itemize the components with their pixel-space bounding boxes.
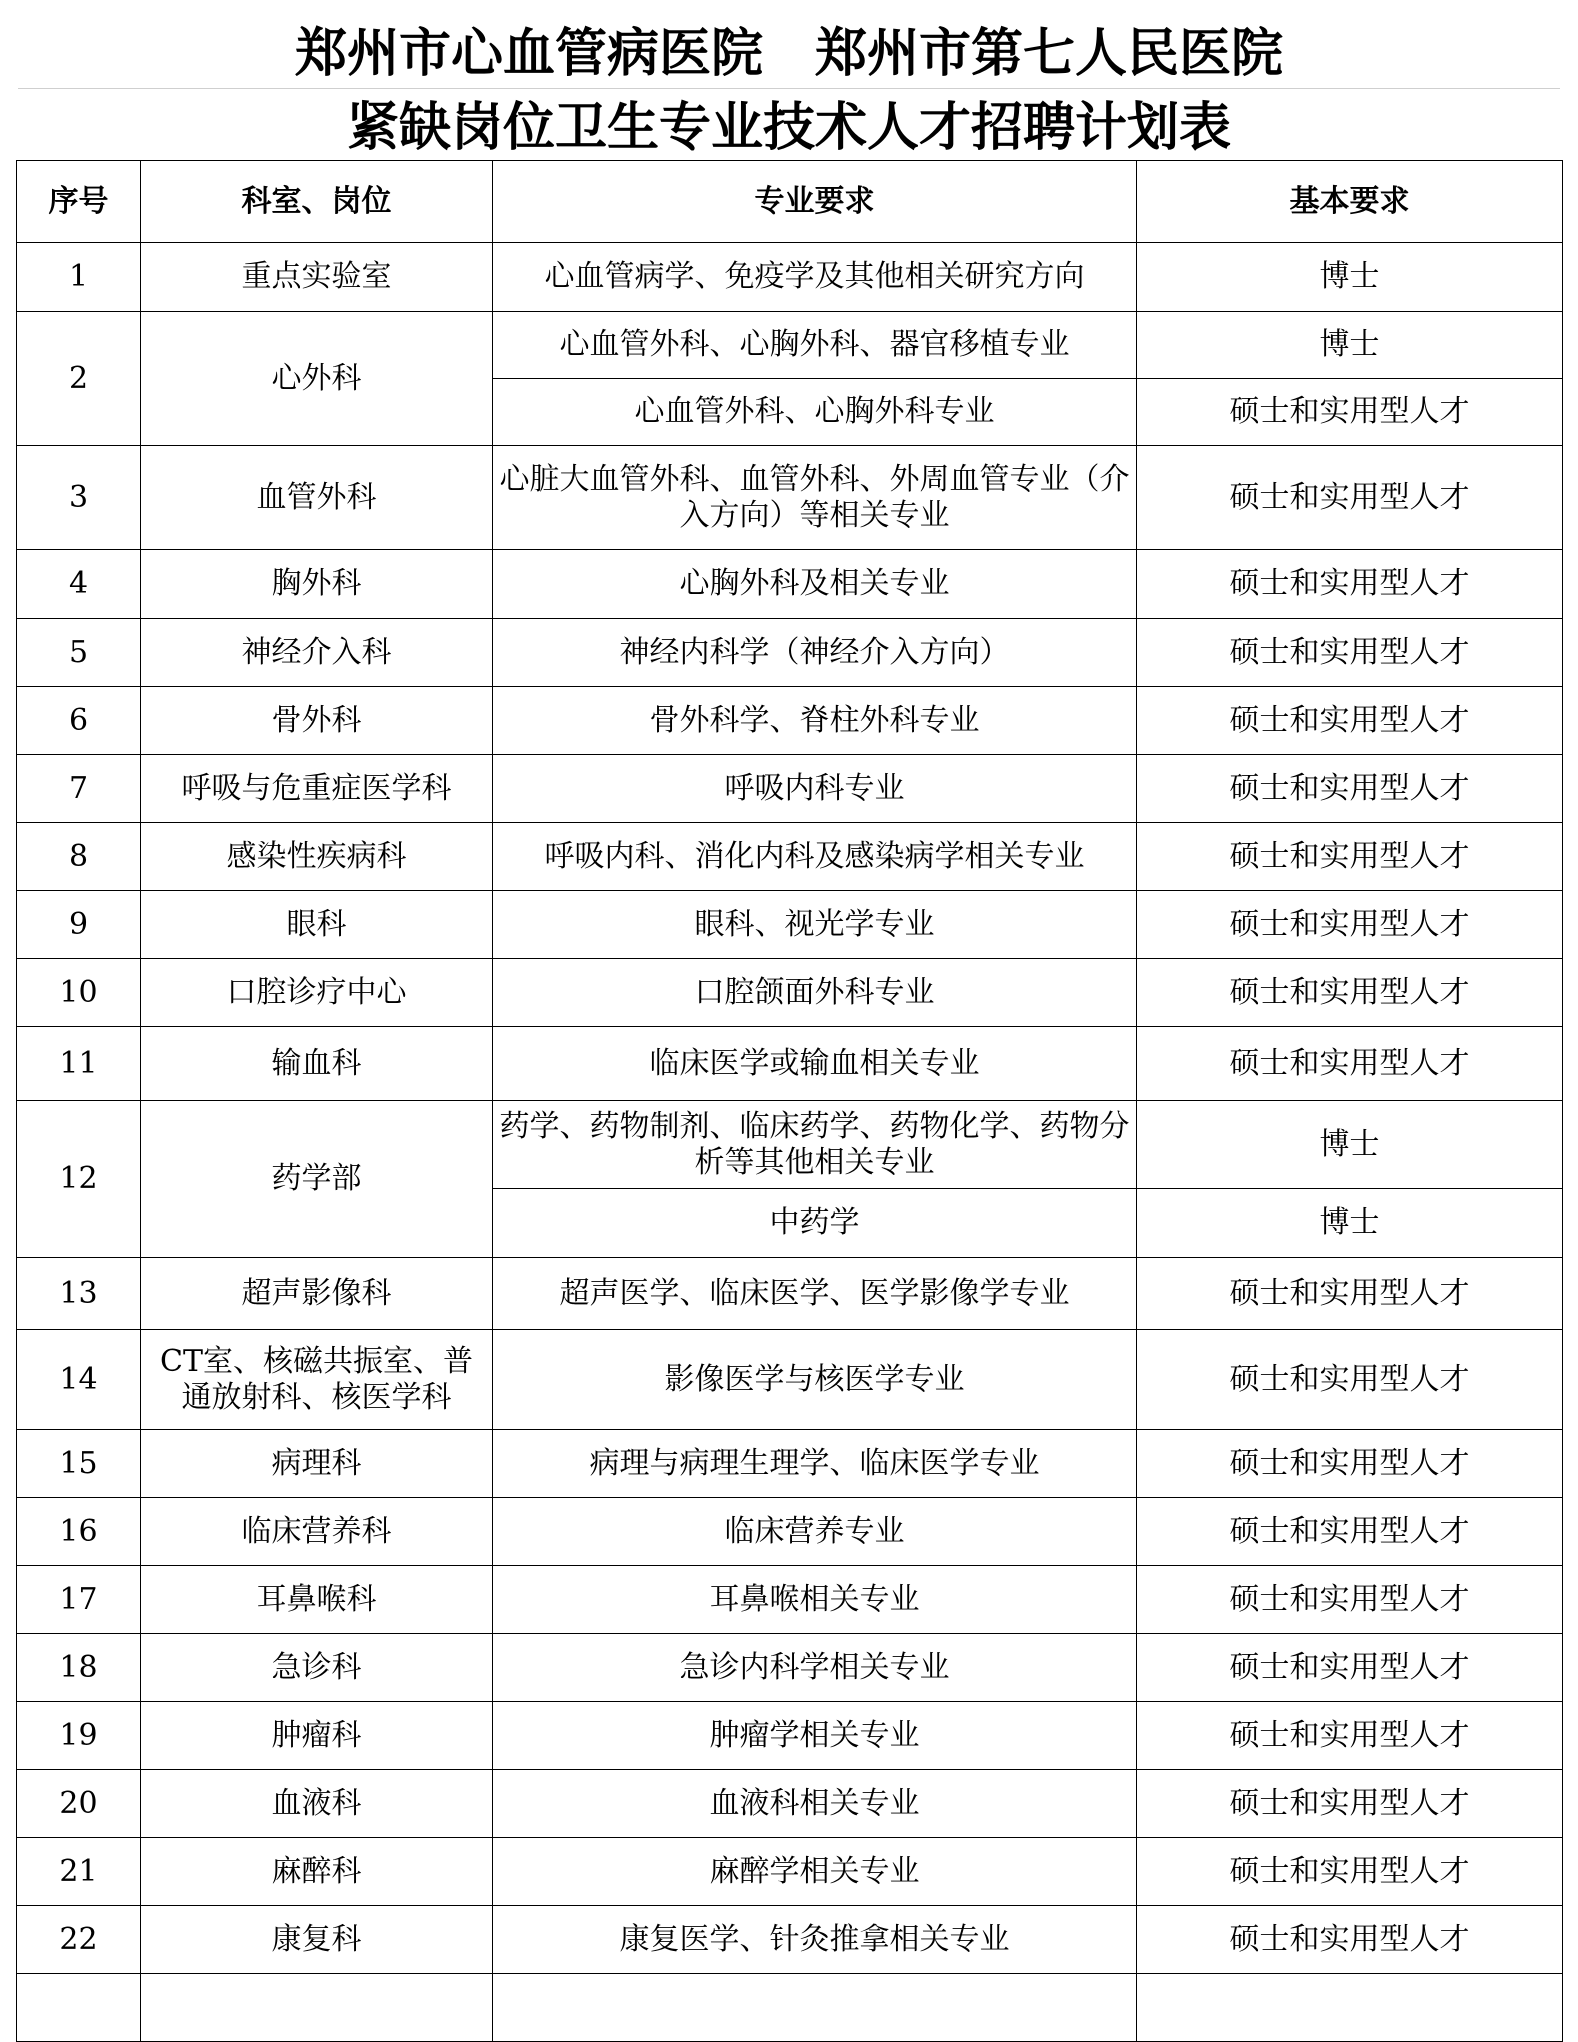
row-no: 13 bbox=[17, 1258, 141, 1330]
row-requirement: 博士 bbox=[1137, 312, 1563, 379]
header-major: 专业要求 bbox=[493, 161, 1137, 243]
row-dept: 麻醉科 bbox=[141, 1838, 493, 1906]
table-row bbox=[17, 1906, 1563, 1974]
table-row bbox=[17, 243, 1563, 312]
table-row bbox=[17, 1566, 1563, 1634]
row-no: 8 bbox=[17, 823, 141, 891]
title-line-1: 郑州市心血管病医院 郑州市第七人民医院 bbox=[294, 23, 1283, 84]
row-requirement: 硕士和实用型人才 bbox=[1137, 1702, 1563, 1770]
row-no: 18 bbox=[17, 1634, 141, 1702]
row-requirement: 硕士和实用型人才 bbox=[1137, 1430, 1563, 1498]
row-major: 中药学 bbox=[493, 1189, 1137, 1258]
row-requirement: 博士 bbox=[1137, 1189, 1563, 1258]
row-requirement bbox=[1137, 1974, 1563, 2042]
row-requirement: 硕士和实用型人才 bbox=[1137, 619, 1563, 687]
row-no: 10 bbox=[17, 959, 141, 1027]
row-major: 麻醉学相关专业 bbox=[493, 1838, 1137, 1906]
row-requirement: 硕士和实用型人才 bbox=[1137, 959, 1563, 1027]
row-requirement: 硕士和实用型人才 bbox=[1137, 1838, 1563, 1906]
row-no: 2 bbox=[17, 312, 141, 446]
table-row bbox=[17, 619, 1563, 687]
row-dept: 血管外科 bbox=[141, 446, 493, 550]
table-row bbox=[17, 1634, 1563, 1702]
row-no: 5 bbox=[17, 619, 141, 687]
table-row bbox=[17, 1498, 1563, 1566]
row-dept: 输血科 bbox=[141, 1027, 493, 1101]
row-major: 急诊内科学相关专业 bbox=[493, 1634, 1137, 1702]
row-no: 7 bbox=[17, 755, 141, 823]
row-requirement: 博士 bbox=[1137, 1101, 1563, 1189]
row-major: 呼吸内科专业 bbox=[493, 755, 1137, 823]
header-requirement: 基本要求 bbox=[1137, 161, 1563, 243]
row-major: 骨外科学、脊柱外科专业 bbox=[493, 687, 1137, 755]
row-dept: 心外科 bbox=[141, 312, 493, 446]
row-major: 心胸外科及相关专业 bbox=[493, 550, 1137, 619]
row-major: 影像医学与核医学专业 bbox=[493, 1330, 1137, 1430]
table-row bbox=[17, 959, 1563, 1027]
row-no: 11 bbox=[17, 1027, 141, 1101]
table-row bbox=[17, 1101, 1563, 1189]
row-major: 康复医学、针灸推拿相关专业 bbox=[493, 1906, 1137, 1974]
row-major: 临床营养专业 bbox=[493, 1498, 1137, 1566]
table-row bbox=[17, 755, 1563, 823]
row-no: 3 bbox=[17, 446, 141, 550]
row-dept: 神经介入科 bbox=[141, 619, 493, 687]
row-dept: 肿瘤科 bbox=[141, 1702, 493, 1770]
title-divider bbox=[18, 88, 1560, 89]
row-no: 22 bbox=[17, 1906, 141, 1974]
row-dept: 病理科 bbox=[141, 1430, 493, 1498]
row-major: 肿瘤学相关专业 bbox=[493, 1702, 1137, 1770]
table-row bbox=[17, 312, 1563, 379]
row-requirement: 硕士和实用型人才 bbox=[1137, 755, 1563, 823]
table-row bbox=[17, 446, 1563, 550]
row-major bbox=[493, 1974, 1137, 2042]
table-row bbox=[17, 550, 1563, 619]
row-requirement: 硕士和实用型人才 bbox=[1137, 891, 1563, 959]
row-major: 心脏大血管外科、血管外科、外周血管专业（介入方向）等相关专业 bbox=[493, 446, 1137, 550]
row-dept: 康复科 bbox=[141, 1906, 493, 1974]
row-major: 口腔颌面外科专业 bbox=[493, 959, 1137, 1027]
row-major: 神经内科学（神经介入方向） bbox=[493, 619, 1137, 687]
table-row bbox=[17, 1974, 1563, 2042]
row-major: 病理与病理生理学、临床医学专业 bbox=[493, 1430, 1137, 1498]
row-requirement: 硕士和实用型人才 bbox=[1137, 1498, 1563, 1566]
table-row bbox=[17, 1838, 1563, 1906]
row-requirement: 硕士和实用型人才 bbox=[1137, 1906, 1563, 1974]
table-row bbox=[17, 1330, 1563, 1430]
row-requirement: 硕士和实用型人才 bbox=[1137, 446, 1563, 550]
table-row bbox=[17, 1702, 1563, 1770]
row-major: 超声医学、临床医学、医学影像学专业 bbox=[493, 1258, 1137, 1330]
row-dept: 急诊科 bbox=[141, 1634, 493, 1702]
row-major: 眼科、视光学专业 bbox=[493, 891, 1137, 959]
row-dept: 耳鼻喉科 bbox=[141, 1566, 493, 1634]
row-no: 9 bbox=[17, 891, 141, 959]
row-major: 呼吸内科、消化内科及感染病学相关专业 bbox=[493, 823, 1137, 891]
table-row bbox=[17, 1770, 1563, 1838]
row-requirement: 硕士和实用型人才 bbox=[1137, 379, 1563, 446]
row-no: 19 bbox=[17, 1702, 141, 1770]
row-requirement: 硕士和实用型人才 bbox=[1137, 1258, 1563, 1330]
row-requirement: 硕士和实用型人才 bbox=[1137, 687, 1563, 755]
row-requirement: 硕士和实用型人才 bbox=[1137, 1330, 1563, 1430]
row-no: 6 bbox=[17, 687, 141, 755]
table-row bbox=[17, 891, 1563, 959]
row-major: 耳鼻喉相关专业 bbox=[493, 1566, 1137, 1634]
row-dept bbox=[141, 1974, 493, 2042]
table-header-row bbox=[17, 161, 1563, 243]
row-no: 1 bbox=[17, 243, 141, 312]
row-dept: CT室、核磁共振室、普通放射科、核医学科 bbox=[141, 1330, 493, 1430]
row-requirement: 硕士和实用型人才 bbox=[1137, 1634, 1563, 1702]
row-dept: 超声影像科 bbox=[141, 1258, 493, 1330]
row-requirement: 硕士和实用型人才 bbox=[1137, 823, 1563, 891]
table-row bbox=[17, 1258, 1563, 1330]
row-no bbox=[17, 1974, 141, 2042]
row-dept: 血液科 bbox=[141, 1770, 493, 1838]
row-requirement: 硕士和实用型人才 bbox=[1137, 1027, 1563, 1101]
row-requirement: 硕士和实用型人才 bbox=[1137, 550, 1563, 619]
row-no: 21 bbox=[17, 1838, 141, 1906]
row-dept: 临床营养科 bbox=[141, 1498, 493, 1566]
table-row bbox=[17, 687, 1563, 755]
row-dept: 口腔诊疗中心 bbox=[141, 959, 493, 1027]
row-requirement: 博士 bbox=[1137, 243, 1563, 312]
row-major: 心血管病学、免疫学及其他相关研究方向 bbox=[493, 243, 1137, 312]
row-major: 临床医学或输血相关专业 bbox=[493, 1027, 1137, 1101]
table-row bbox=[17, 1027, 1563, 1101]
row-major: 心血管外科、心胸外科、器官移植专业 bbox=[493, 312, 1137, 379]
row-no: 16 bbox=[17, 1498, 141, 1566]
row-no: 20 bbox=[17, 1770, 141, 1838]
row-no: 12 bbox=[17, 1101, 141, 1258]
row-requirement: 硕士和实用型人才 bbox=[1137, 1566, 1563, 1634]
row-requirement: 硕士和实用型人才 bbox=[1137, 1770, 1563, 1838]
row-no: 4 bbox=[17, 550, 141, 619]
row-major: 心血管外科、心胸外科专业 bbox=[493, 379, 1137, 446]
row-major: 血液科相关专业 bbox=[493, 1770, 1137, 1838]
table-row bbox=[17, 1430, 1563, 1498]
header-no: 序号 bbox=[17, 161, 141, 243]
row-dept: 眼科 bbox=[141, 891, 493, 959]
row-no: 15 bbox=[17, 1430, 141, 1498]
row-major: 药学、药物制剂、临床药学、药物化学、药物分析等其他相关专业 bbox=[493, 1101, 1137, 1189]
document-title bbox=[18, 18, 1560, 158]
recruitment-table bbox=[16, 160, 1563, 2042]
header-dept: 科室、岗位 bbox=[141, 161, 493, 243]
row-dept: 重点实验室 bbox=[141, 243, 493, 312]
title-line-2: 紧缺岗位卫生专业技术人才招聘计划表 bbox=[346, 97, 1231, 158]
row-dept: 骨外科 bbox=[141, 687, 493, 755]
table-row bbox=[17, 823, 1563, 891]
row-no: 17 bbox=[17, 1566, 141, 1634]
row-dept: 感染性疾病科 bbox=[141, 823, 493, 891]
row-no: 14 bbox=[17, 1330, 141, 1430]
row-dept: 药学部 bbox=[141, 1101, 493, 1258]
row-dept: 胸外科 bbox=[141, 550, 493, 619]
row-dept: 呼吸与危重症医学科 bbox=[141, 755, 493, 823]
